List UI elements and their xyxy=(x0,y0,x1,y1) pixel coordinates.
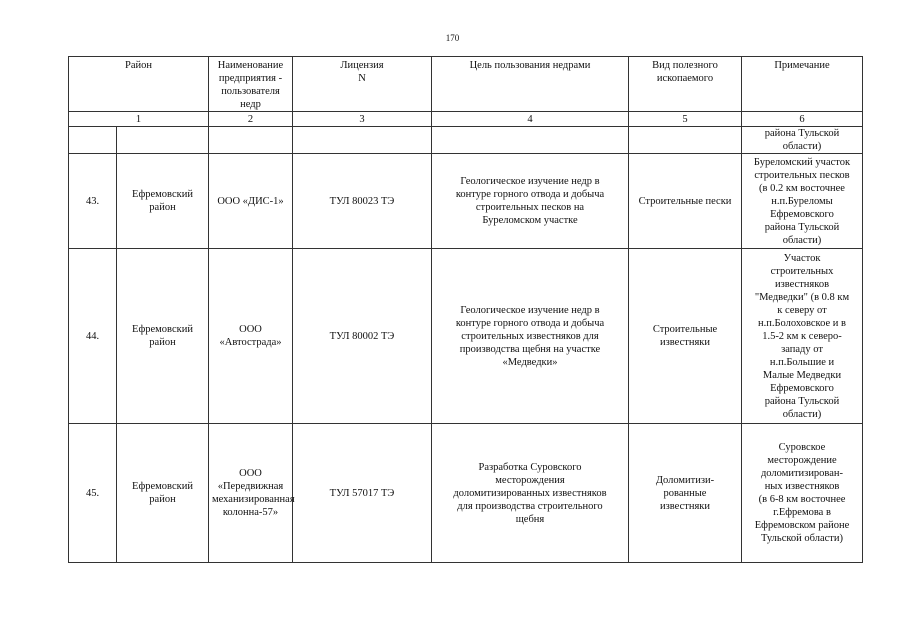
license-cell: ТУЛ 80023 ТЭ xyxy=(293,154,432,249)
continuation-note: района Тульской области) xyxy=(742,127,863,154)
header-purpose: Цель пользования недрами xyxy=(432,57,629,112)
column-number-row xyxy=(69,112,863,127)
enterprise-cell: ООО «Автострада» xyxy=(209,249,293,424)
table-row xyxy=(69,249,863,424)
column-number: 4 xyxy=(432,112,629,127)
page-number: 170 xyxy=(445,33,460,43)
subsoil-license-table xyxy=(68,56,863,563)
empty-cell xyxy=(117,127,209,154)
column-number: 2 xyxy=(209,112,293,127)
mineral-cell: Строительные известняки xyxy=(629,249,742,424)
empty-cell xyxy=(69,127,117,154)
license-cell: ТУЛ 57017 ТЭ xyxy=(293,424,432,563)
header-enterprise: Наименование предприятия - пользователя недр xyxy=(209,57,293,112)
continuation-row xyxy=(69,127,863,154)
mineral-cell: Доломитизи- рованные известняки xyxy=(629,424,742,563)
empty-cell xyxy=(432,127,629,154)
header-mineral: Вид полезного ископаемого xyxy=(629,57,742,112)
table-row xyxy=(69,154,863,249)
table-row xyxy=(69,424,863,563)
header-note: Примечание xyxy=(742,57,863,112)
column-number: 6 xyxy=(742,112,863,127)
row-number: 43. xyxy=(69,154,117,249)
district-cell: Ефремовский район xyxy=(117,424,209,563)
empty-cell xyxy=(209,127,293,154)
header-license: Лицензия N xyxy=(293,57,432,112)
purpose-cell: Геологическое изучение недр в контуре горного отвода и добыча строительных известняков для производства щебня на участке «Медведки» xyxy=(432,249,629,424)
column-number: 5 xyxy=(629,112,742,127)
district-cell: Ефремовский район xyxy=(117,154,209,249)
enterprise-cell: ООО «ДИС-1» xyxy=(209,154,293,249)
license-cell: ТУЛ 80002 ТЭ xyxy=(293,249,432,424)
purpose-cell: Разработка Суровского месторождения доломитизированных известняков для производства строительного щебня xyxy=(432,424,629,563)
district-cell: Ефремовский район xyxy=(117,249,209,424)
empty-cell xyxy=(293,127,432,154)
enterprise-cell: ООО «Передвижная механизированная колонна-57» xyxy=(209,424,293,563)
header-row xyxy=(69,57,863,112)
empty-cell xyxy=(629,127,742,154)
purpose-cell: Геологическое изучение недр в контуре горного отвода и добыча строительных песков на Буреломском участке xyxy=(432,154,629,249)
note-cell: Буреломский участок строительных песков (в 0.2 км восточнее н.п.Буреломы Ефремовского района Тульской области) xyxy=(742,154,863,249)
note-cell: Суровское месторождение доломитизирован- ных известняков (в 6-8 км восточнее г.Ефремова в Ефремовском районе Тульской области) xyxy=(742,424,863,563)
column-number: 3 xyxy=(293,112,432,127)
mineral-cell: Строительные пески xyxy=(629,154,742,249)
header-district: Район xyxy=(69,57,209,112)
note-cell: Участок строительных известняков "Медведки" (в 0.8 км к северу от н.п.Болоховское и в 1.5-2 км к северо- западу от н.п.Большие и Малые Медведки Ефремовского района Тульской области) xyxy=(742,249,863,424)
row-number: 44. xyxy=(69,249,117,424)
row-number: 45. xyxy=(69,424,117,563)
column-number: 1 xyxy=(69,112,209,127)
